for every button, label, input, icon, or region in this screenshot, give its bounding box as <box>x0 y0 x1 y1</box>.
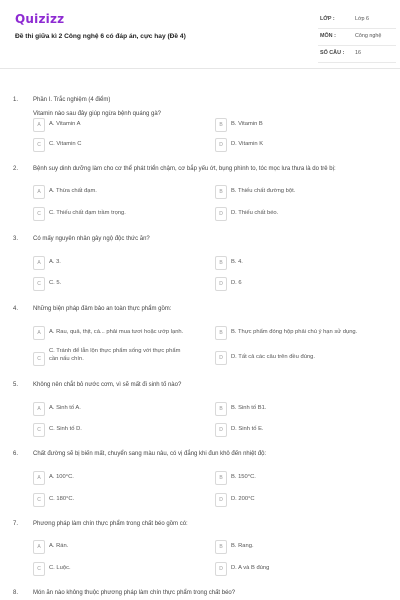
meta-value: 16 <box>355 50 361 56</box>
option-text: A. Rau, quả, thịt, cá... phải mua tươi hoặc ướp lạnh. <box>49 329 184 335</box>
question-text: Chất đường sẽ bị biến mất, chuyển sang màu nâu, có vị đắng khi đun khô đến nhiệt độ: <box>33 451 267 457</box>
question-text: Không nên chắt bỏ nước cơm, vì sẽ mất đi sinh tố nào? <box>33 382 182 388</box>
option-text: A. Thừa chất đạm. <box>49 188 97 194</box>
option-text: C. Vitamin C <box>49 141 82 147</box>
option-letter-box: D <box>215 138 227 152</box>
option-text: D. Tất cả các câu trên đều đúng. <box>231 354 315 360</box>
option-text: D. Sinh tố E. <box>231 426 264 432</box>
option-letter-box: B <box>215 540 227 554</box>
option-letter-box: D <box>215 207 227 221</box>
question-subtext: Vitamin nào sau đây giúp ngừa bệnh quáng gà? <box>33 111 162 117</box>
option-text: C. Tránh để lẫn lộn thực phẩm sống với thực phẩm cần nấu chín. <box>49 348 181 362</box>
question-number: 3. <box>13 236 19 242</box>
meta-key: LỚP : <box>320 16 335 22</box>
option-letter-box: D <box>215 277 227 291</box>
option-text: B. 4. <box>231 259 243 265</box>
quizizz-logo: Quizizz <box>15 12 65 26</box>
option-letter-box: B <box>215 118 227 132</box>
option-letter-box: A <box>33 402 45 416</box>
question-number: 7. <box>13 521 19 527</box>
option-letter-box: A <box>33 256 45 270</box>
option-letter-box: A <box>33 540 45 554</box>
option-letter-box: B <box>215 326 227 340</box>
option-text: B. 150°C. <box>231 474 256 480</box>
option-letter-box: D <box>215 562 227 576</box>
option-letter-box: D <box>215 493 227 507</box>
meta-key: SỐ CÂU : <box>320 50 345 56</box>
option-letter-box: A <box>33 471 45 485</box>
option-text: B. Rang. <box>231 543 254 549</box>
option-letter-box: A <box>33 185 45 199</box>
option-text: C. 180°C. <box>49 496 75 502</box>
meta-row-subject <box>318 29 396 46</box>
option-letter-box: C <box>33 352 45 366</box>
question-text: Có mấy nguyên nhân gây ngộ độc thức ăn? <box>33 236 150 242</box>
question-text: Những biện pháp đảm bảo an toàn thực phẩm gồm: <box>33 306 172 312</box>
worksheet-title: Đề thi giữa kì 2 Công nghệ 6 có đáp án, cực hay (Đề 4) <box>15 33 186 40</box>
option-text: B. Thực phẩm đóng hộp phải chú ý hạn sử dụng. <box>231 329 358 335</box>
question-number: 4. <box>13 306 19 312</box>
option-text: D. 200°C <box>231 496 255 502</box>
meta-value: Lớp 6 <box>355 16 370 22</box>
option-letter-box: D <box>215 423 227 437</box>
option-text: D. 6 <box>231 280 242 286</box>
option-letter-box: C <box>33 423 45 437</box>
meta-key: MÔN : <box>320 33 336 39</box>
question-number: 2. <box>13 166 19 172</box>
option-letter-box: B <box>215 185 227 199</box>
option-text: A. Rán. <box>49 543 69 549</box>
option-text: A. 100°C. <box>49 474 74 480</box>
question-text: Phương pháp làm chín thực phẩm trong chất béo gồm có: <box>33 521 188 527</box>
option-letter-box: C <box>33 277 45 291</box>
question-number: 8. <box>13 590 19 596</box>
option-letter-box: B <box>215 256 227 270</box>
worksheet-header <box>0 0 400 67</box>
question-text: Phần I. Trắc nghiệm (4 điểm) <box>33 97 111 103</box>
option-text: D. Thiếu chất béo. <box>231 210 279 216</box>
option-letter-box: C <box>33 493 45 507</box>
option-text: B. Vitamin B <box>231 121 263 127</box>
option-text: A. Sinh tố A. <box>49 405 81 411</box>
meta-row-grade <box>318 12 396 29</box>
option-text: D. Vitamin K <box>231 141 264 147</box>
option-text: C. Luộc. <box>49 565 71 571</box>
option-letter-box: C <box>33 138 45 152</box>
option-letter-box: B <box>215 402 227 416</box>
option-letter-box: A <box>33 326 45 340</box>
meta-row-count <box>318 46 396 63</box>
header-divider <box>0 68 400 69</box>
question-number: 6. <box>13 451 19 457</box>
option-text: C. Thiếu chất đạm trầm trọng. <box>49 210 126 216</box>
option-letter-box: B <box>215 471 227 485</box>
option-letter-box: C <box>33 207 45 221</box>
option-text: A. 3. <box>49 259 61 265</box>
meta-table <box>318 12 396 63</box>
option-letter-box: C <box>33 562 45 576</box>
option-text: C. Sinh tố D. <box>49 426 82 432</box>
question-text: Món ăn nào không thuộc phương pháp làm chín thực phẩm trong chất béo? <box>33 590 236 596</box>
option-text: A. Vitamin A <box>49 121 81 127</box>
option-letter-box: D <box>215 351 227 365</box>
option-text: B. Sinh tố B1. <box>231 405 267 411</box>
question-number: 1. <box>13 97 19 103</box>
option-text: B. Thiếu chất đường bột. <box>231 188 296 194</box>
option-letter-box: A <box>33 118 45 132</box>
question-text: Bệnh suy dinh dưỡng làm cho cơ thể phát triển chậm, cơ bắp yếu ớt, bụng phình to, tóc mọc lưa thưa là do trẻ bị: <box>33 166 336 172</box>
question-number: 5. <box>13 382 19 388</box>
meta-value: Công nghệ <box>355 33 382 39</box>
option-text: D. A và B đúng <box>231 565 270 571</box>
option-text: C. 5. <box>49 280 62 286</box>
